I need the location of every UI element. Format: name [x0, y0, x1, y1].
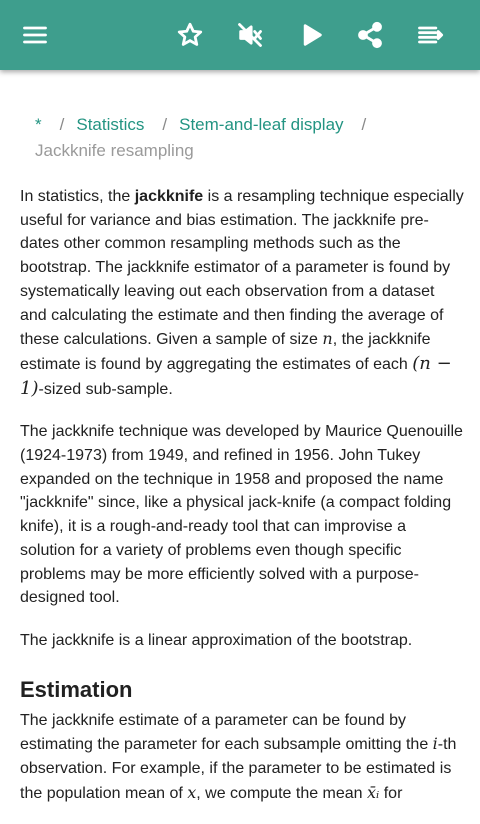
math-x: x [187, 782, 197, 802]
share-icon [356, 21, 384, 49]
share-button[interactable] [345, 10, 395, 60]
mute-button[interactable] [225, 10, 275, 60]
paragraph-approximation: The jackknife is a linear approximation of the bootstrap. [20, 631, 413, 649]
math-i: i [432, 734, 438, 754]
breadcrumb-separator: / [162, 115, 168, 134]
menu-button[interactable] [10, 10, 60, 60]
paragraph-history: The jackknife technique was developed by Maurice Quenouille (1924-1973) from 1949, and refined in 1956. John Tukey expanded on the technique in 1958 and proposed the name "jackknife" since, like a physical jack-knife (a compact folding knife), it is a rough-and-ready tool that can improvise a solution for a variety of problems even though specific problems may be more efficiently solved with a purpose-designed tool. [20, 423, 463, 607]
math-n-minus-1: (n − 1) [20, 352, 452, 399]
breadcrumb-stem-and-leaf[interactable]: Stem-and-leaf display [179, 115, 344, 134]
mute-icon [236, 21, 264, 49]
paragraph-intro: In statistics, the jackknife is a resampling technique especially useful for variance and bias estimation. The jackknife pre-dates other common resampling methods such as the bootstrap. The jackknife estimator of a parameter is found by systematically leaving out each observation from a dataset and calculating the estimate and then finding the average of these calculations. Given a sample of size n, the jackknife estimate is found by aggregating the estimates of each (n − 1)-sized sub-sample. [20, 188, 464, 399]
article-body [20, 185, 465, 824]
contents-button[interactable] [405, 10, 455, 60]
breadcrumb-home[interactable]: * [35, 115, 42, 134]
breadcrumb-statistics[interactable]: Statistics [76, 115, 145, 134]
math-x-bar-i: x̄ᵢ [367, 782, 380, 802]
app-bar [0, 0, 480, 70]
paragraph-estimation: The jackknife estimate of a parameter can be found by estimating the parameter for each subsample omitting the i-th observation. For example, if the parameter to be estimated is the population mean of x, we compute the mean x̄ᵢ for [20, 711, 457, 802]
section-heading-estimation: Estimation [20, 676, 133, 702]
breadcrumb [35, 112, 455, 164]
star-icon [176, 21, 204, 49]
breadcrumb-current: Jackknife resampling [35, 141, 194, 160]
list-icon [416, 21, 444, 49]
menu-icon [21, 21, 49, 49]
breadcrumb-separator: / [361, 115, 367, 134]
bookmark-button[interactable] [165, 10, 215, 60]
play-icon [297, 21, 325, 49]
term-jackknife: jackknife [134, 188, 204, 205]
breadcrumb-separator: / [59, 115, 65, 134]
math-n: n [322, 329, 333, 349]
play-button[interactable] [286, 10, 336, 60]
